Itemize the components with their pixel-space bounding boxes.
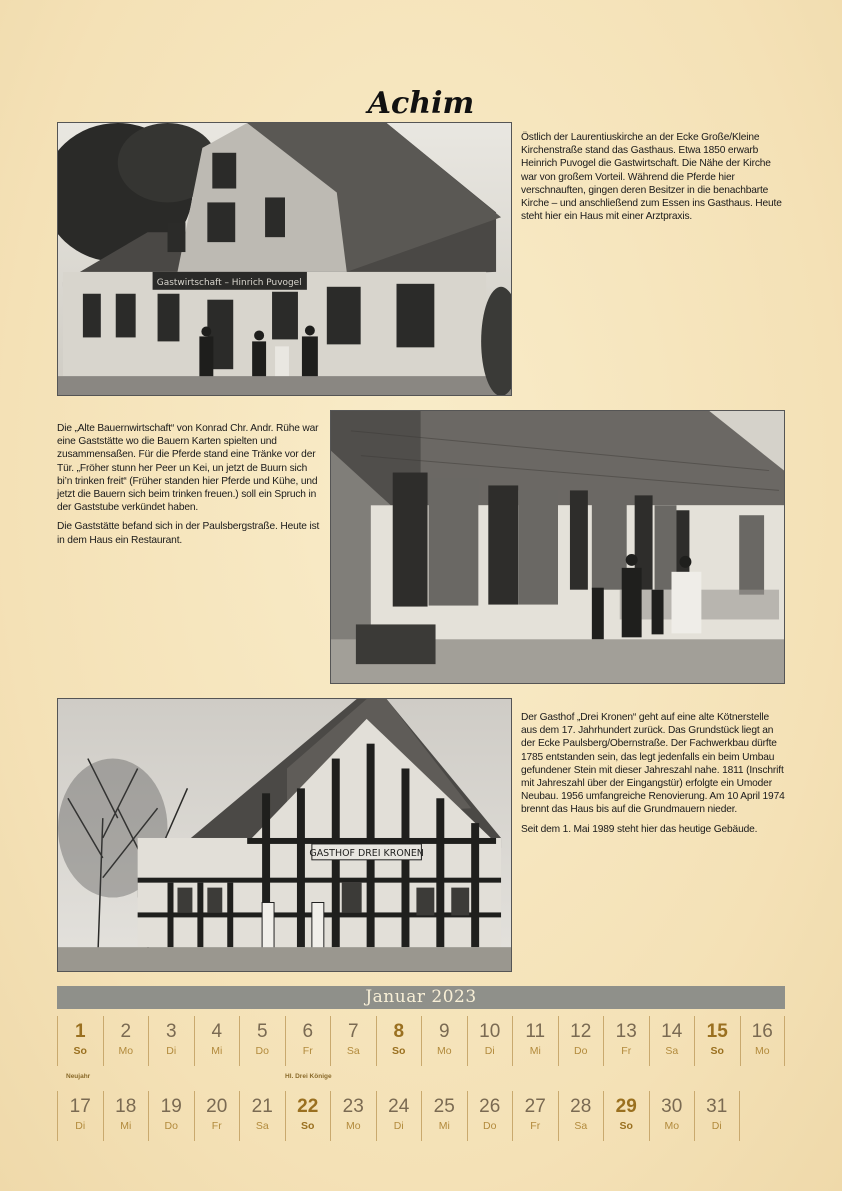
weekday-label: Mo bbox=[118, 1045, 134, 1057]
day-number: 19 bbox=[160, 1096, 182, 1117]
weekday-label: Fr bbox=[302, 1045, 313, 1057]
day-number: 9 bbox=[438, 1021, 450, 1042]
calendar-day bbox=[694, 1091, 740, 1141]
photo-gasthof-drei-kronen bbox=[57, 698, 512, 972]
calendar-row-2 bbox=[57, 1091, 785, 1141]
paragraph: Seit dem 1. Mai 1989 steht hier das heutige Gebäude. bbox=[521, 823, 758, 835]
calendar-day bbox=[57, 1016, 103, 1066]
weekday-label: Do bbox=[483, 1120, 497, 1132]
weekday-label: So bbox=[301, 1120, 315, 1132]
calendar-day bbox=[421, 1016, 467, 1066]
month-header: Januar 2023 bbox=[57, 986, 785, 1009]
calendar-day bbox=[57, 1091, 103, 1141]
day-number: 30 bbox=[661, 1096, 683, 1117]
paragraph: Die Gaststätte befand sich in der Paulsbergstraße. Heute ist in dem Haus ein Restaurant. bbox=[57, 521, 320, 546]
weekday-label: So bbox=[619, 1120, 633, 1132]
weekday-label: Mi bbox=[211, 1045, 223, 1057]
calendar-day bbox=[512, 1016, 558, 1066]
weekday-label: Fr bbox=[530, 1120, 541, 1132]
calendar-day bbox=[194, 1016, 240, 1066]
weekday-label: Fr bbox=[621, 1045, 632, 1057]
holiday-label-neujahr: Neujahr bbox=[66, 1073, 91, 1080]
day-number: 16 bbox=[751, 1021, 773, 1042]
weekday-label: Mo bbox=[754, 1045, 770, 1057]
calendar-row-1 bbox=[57, 1016, 785, 1066]
calendar-day bbox=[330, 1016, 376, 1066]
day-number: 26 bbox=[479, 1096, 501, 1117]
day-number: 8 bbox=[393, 1021, 405, 1042]
weekday-label: Mi bbox=[529, 1045, 541, 1057]
day-number: 21 bbox=[251, 1096, 273, 1117]
calendar-day bbox=[467, 1016, 513, 1066]
weekday-label: Di bbox=[484, 1045, 495, 1057]
weekday-label: Fr bbox=[211, 1120, 222, 1132]
weekday-label: Sa bbox=[346, 1045, 360, 1057]
text-block-puvogel bbox=[521, 131, 786, 229]
day-number: 6 bbox=[302, 1021, 314, 1042]
calendar-day bbox=[330, 1091, 376, 1141]
weekday-label: Di bbox=[166, 1045, 177, 1057]
calendar-day bbox=[285, 1016, 331, 1066]
calendar-day bbox=[740, 1016, 786, 1066]
weekday-label: Di bbox=[75, 1120, 86, 1132]
day-number: 23 bbox=[342, 1096, 364, 1117]
day-number: 13 bbox=[615, 1021, 637, 1042]
calendar-day bbox=[603, 1016, 649, 1066]
day-number: 20 bbox=[206, 1096, 228, 1117]
calendar-day bbox=[694, 1016, 740, 1066]
weekday-label: So bbox=[710, 1045, 724, 1057]
weekday-label: Mi bbox=[438, 1120, 450, 1132]
day-number: 31 bbox=[706, 1096, 728, 1117]
weekday-label: Mo bbox=[345, 1120, 361, 1132]
day-number: 14 bbox=[661, 1021, 683, 1042]
calendar-day bbox=[421, 1091, 467, 1141]
weekday-label: Mi bbox=[120, 1120, 132, 1132]
sign-text: Gastwirtschaft – Hinrich Puvogel bbox=[156, 277, 302, 288]
weekday-label: Sa bbox=[665, 1045, 679, 1057]
day-number: 2 bbox=[120, 1021, 132, 1042]
calendar-day bbox=[285, 1091, 331, 1141]
day-number: 7 bbox=[347, 1021, 359, 1042]
weekday-label: Di bbox=[393, 1120, 404, 1132]
calendar-day bbox=[649, 1016, 695, 1066]
calendar-day bbox=[239, 1091, 285, 1141]
day-number: 28 bbox=[570, 1096, 592, 1117]
photo-alte-bauernwirtschaft bbox=[330, 410, 785, 684]
photo-gastwirtschaft-puvogel bbox=[57, 122, 512, 396]
calendar-day bbox=[558, 1016, 604, 1066]
calendar-day bbox=[148, 1016, 194, 1066]
calendar-day bbox=[148, 1091, 194, 1141]
paragraph: Östlich der Laurentiuskirche an der Ecke Große/Kleine Kirchenstraße stand das Gasthaus. Etwa 1850 erwarb Heinrich Puvogel die Gastwirtschaft. Die Nähe der Kirche war von großem Vorteil. Während die Pferde hier verschnauften, gingen deren Besitzer in die benachbarte Kirche – und anschließend zum Essen ins Gasthaus. Heute steht hier ein Haus mit einer Arztpraxis. bbox=[521, 132, 782, 223]
paragraph: Der Gasthof „Drei Kronen“ geht auf eine alte Kötnerstelle aus dem 17. Jahrhundert zurück. Das Grundstück liegt an der Ecke Paulsberg/Obernstraße. Der Fachwerkbau dürfte 1785 entstanden sein, das legt jedenfalls ein beim Umbau gefundener Stein mit dieser Jahreszahl nahe. 1811 (Inschrift mit Jahreszahl über der Eingangstür) erfolgte ein Umoder Neubau. 1956 umfangreiche Renovierung. Am 10 April 1974 brennt das Haus bis auf die Grundmauern nieder. bbox=[521, 712, 785, 816]
weekday-label: Do bbox=[255, 1045, 269, 1057]
page-title: Achim bbox=[367, 86, 475, 121]
calendar-day bbox=[467, 1091, 513, 1141]
day-number: 5 bbox=[256, 1021, 268, 1042]
day-number: 4 bbox=[211, 1021, 223, 1042]
sign-text: GASTHOF DREI KRONEN bbox=[309, 847, 424, 859]
calendar-day bbox=[376, 1091, 422, 1141]
calendar-day bbox=[376, 1016, 422, 1066]
day-number: 12 bbox=[570, 1021, 592, 1042]
day-number: 15 bbox=[706, 1021, 728, 1042]
weekday-label: Mo bbox=[664, 1120, 680, 1132]
day-number: 17 bbox=[69, 1096, 91, 1117]
calendar-day bbox=[103, 1016, 149, 1066]
calendar-day bbox=[558, 1091, 604, 1141]
weekday-label: Do bbox=[164, 1120, 178, 1132]
calendar-day bbox=[649, 1091, 695, 1141]
weekday-label: Do bbox=[574, 1045, 588, 1057]
calendar-day bbox=[512, 1091, 558, 1141]
text-block-drei-kronen bbox=[521, 711, 786, 842]
calendar-day bbox=[239, 1016, 285, 1066]
paragraph: Die „Alte Bauernwirtschaft“ von Konrad Chr. Andr. Rühe war eine Gaststätte wo die Bauern Karten spielten und zusammensaßen. Für die Pferde stand eine Tränke vor der Tür. „Fröher stunn her Peer un Kei, un jetzt de Buurn sich bi’n trinken freit“ (Früher standen hier Pferde und Kühe, und jetzt die Bauern sich beim trinken freuen.) soll ein Spruch in der Gaststube verkündet haben. bbox=[57, 423, 319, 514]
weekday-label: Sa bbox=[574, 1120, 588, 1132]
weekday-label: So bbox=[73, 1045, 87, 1057]
calendar-day bbox=[194, 1091, 240, 1141]
day-number: 29 bbox=[615, 1096, 637, 1117]
weekday-label: Di bbox=[711, 1120, 722, 1132]
weekday-label: So bbox=[392, 1045, 406, 1057]
day-number: 18 bbox=[115, 1096, 137, 1117]
holiday-label-drei-koenige: Hl. Drei Könige bbox=[285, 1073, 332, 1080]
day-number: 24 bbox=[388, 1096, 410, 1117]
day-number: 10 bbox=[479, 1021, 501, 1042]
calendar-day bbox=[103, 1091, 149, 1141]
text-block-bauernwirtschaft bbox=[57, 422, 322, 553]
day-number: 27 bbox=[524, 1096, 546, 1117]
day-number: 25 bbox=[433, 1096, 455, 1117]
calendar-day bbox=[603, 1091, 649, 1141]
day-number: 22 bbox=[297, 1096, 319, 1117]
day-number: 3 bbox=[165, 1021, 177, 1042]
weekday-label: Sa bbox=[255, 1120, 269, 1132]
day-number: 1 bbox=[74, 1021, 86, 1042]
weekday-label: Mo bbox=[436, 1045, 452, 1057]
day-number: 11 bbox=[525, 1021, 546, 1042]
